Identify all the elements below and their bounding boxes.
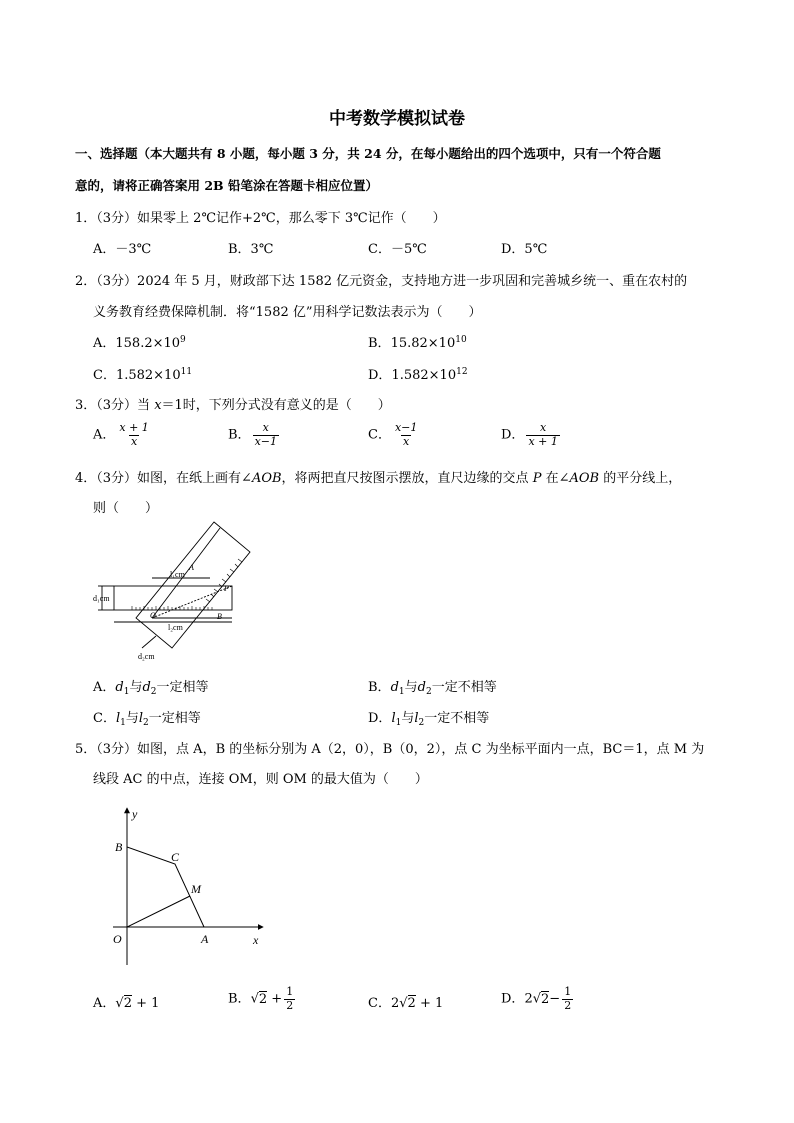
q4-option-b-var2: d bbox=[417, 680, 426, 695]
q3-option-c-label: C． bbox=[368, 427, 391, 443]
q3-option-a-den: x bbox=[130, 434, 138, 448]
q5-option-a-radicand: 2 bbox=[123, 996, 132, 1011]
q3-option-c-num: x−1 bbox=[394, 421, 418, 434]
q4-option-a[interactable] bbox=[93, 676, 209, 695]
q4-text-e: 在∠ bbox=[541, 471, 570, 486]
q4-option-c[interactable] bbox=[93, 707, 201, 726]
q3-option-a-fraction bbox=[117, 422, 150, 448]
q1-option-c[interactable]: C．－5℃ bbox=[368, 242, 427, 257]
q4-option-a-label: A． bbox=[93, 680, 116, 695]
q4-option-a-mid: 与 bbox=[129, 680, 143, 695]
q4-option-d[interactable] bbox=[368, 707, 489, 726]
label-p: P bbox=[224, 584, 229, 593]
q5-option-b-radicand: 2 bbox=[258, 991, 268, 1007]
q3-option-a[interactable] bbox=[93, 422, 153, 448]
q3-option-c[interactable] bbox=[368, 422, 421, 448]
q5-option-b-num: 1 bbox=[286, 985, 294, 998]
q4-option-a-sub2: 2 bbox=[150, 687, 157, 697]
question-2-line2: 义务教育经费保障机制．将“1582 亿”用科学记数法表示为（ ） bbox=[93, 305, 482, 320]
q2-option-a-exp: 9 bbox=[180, 335, 186, 345]
q5-option-b-label: B． bbox=[228, 991, 251, 1007]
question-4-line2: 则（ ） bbox=[93, 501, 159, 516]
q5-option-d-label: D． bbox=[501, 991, 525, 1007]
q5-option-a-tail: 1 bbox=[151, 996, 160, 1011]
q4-text-angle: AOB bbox=[251, 471, 282, 486]
q4-option-b-tail: 一定不相等 bbox=[431, 680, 497, 695]
question-5-line2: 线段 AC 的中点，连接 OM，则 OM 的最大值为（ ） bbox=[93, 772, 428, 787]
q4-option-a-sub1: 1 bbox=[123, 687, 130, 697]
q4-option-b[interactable] bbox=[368, 676, 497, 695]
q2-option-b[interactable] bbox=[368, 332, 467, 351]
label-b: B bbox=[115, 840, 123, 854]
q3-option-c-fraction bbox=[393, 422, 419, 448]
label-m: M bbox=[191, 882, 201, 896]
q2-option-a-mantissa: 158.2×10 bbox=[115, 336, 181, 351]
q4-option-d-var2: l bbox=[414, 711, 419, 726]
q2-option-b-label: B． bbox=[368, 336, 391, 351]
section-heading-line2: 意的，请将正确答案用 2B 铅笔涂在答题卡相应位置） bbox=[75, 178, 378, 193]
q4-option-a-var2: d bbox=[142, 680, 151, 695]
q5-option-b-den: 2 bbox=[286, 998, 294, 1012]
q3-suffix: ＝1时，下列分式没有意义的是（ ） bbox=[161, 398, 391, 413]
q4-text-g: 的平分线上， bbox=[599, 471, 682, 486]
q4-option-c-var1: l bbox=[115, 711, 121, 726]
q5-option-a[interactable] bbox=[93, 992, 159, 1011]
q3-option-d[interactable] bbox=[501, 422, 562, 448]
q5-option-d-coef: 2 bbox=[524, 991, 533, 1007]
q5-option-c-op: + bbox=[419, 996, 431, 1011]
question-3-text bbox=[75, 394, 391, 413]
q4-option-b-mid: 与 bbox=[404, 680, 418, 695]
label-a: A bbox=[189, 563, 194, 572]
label-c: C bbox=[171, 850, 180, 864]
q3-var: x bbox=[154, 398, 162, 413]
q4-option-b-var1: d bbox=[390, 680, 399, 695]
q5-option-d-radicand: 2 bbox=[541, 991, 550, 1007]
q4-option-c-tail: 一定相等 bbox=[148, 711, 201, 726]
q5-option-c-label: C． bbox=[368, 996, 391, 1011]
q5-option-c-coef: 2 bbox=[390, 996, 400, 1011]
label-o: O bbox=[113, 932, 122, 946]
q4-option-d-mid: 与 bbox=[401, 711, 415, 726]
sqrt-icon: √ bbox=[532, 991, 542, 1007]
page-title: 中考数学模拟试卷 bbox=[329, 109, 465, 129]
sqrt-icon: √ bbox=[399, 996, 408, 1011]
q2-option-b-mantissa: 15.82×10 bbox=[390, 336, 456, 351]
q4-option-d-label: D． bbox=[368, 711, 392, 726]
q5-option-b-fraction bbox=[284, 986, 295, 1012]
segment-om bbox=[127, 896, 190, 927]
diagonal-ruler bbox=[136, 522, 250, 648]
q4-option-d-tail: 一定不相等 bbox=[424, 711, 490, 726]
q5-option-a-op: + bbox=[136, 996, 148, 1011]
q4-option-d-var1: l bbox=[391, 711, 396, 726]
q1-option-b[interactable]: B．3℃ bbox=[228, 242, 274, 257]
q2-option-d-mantissa: 1.582×10 bbox=[391, 368, 457, 383]
q5-coordinate-figure bbox=[108, 800, 268, 970]
q5-option-d-num: 1 bbox=[564, 985, 572, 998]
q1-option-d[interactable]: D．5℃ bbox=[501, 242, 548, 257]
q2-option-c-label: C． bbox=[93, 368, 116, 383]
question-1-text: 1．（3分）如果零上 2℃记作+2℃，那么零下 3℃记作（ ） bbox=[75, 211, 446, 226]
label-d1: d₁cm bbox=[93, 594, 110, 603]
q3-option-b-label: B． bbox=[228, 427, 251, 443]
question-2-line1: 2．（3分）2024 年 5 月，财政部下达 1582 亿元资金，支持地方进一步巩固和完善城乡统一、重在农村的 bbox=[75, 274, 688, 289]
q4-text-angle2: AOB bbox=[569, 471, 600, 486]
q4-option-d-sub2: 2 bbox=[418, 718, 425, 728]
q5-option-c[interactable] bbox=[368, 992, 443, 1011]
q4-option-a-tail: 一定相等 bbox=[156, 680, 209, 695]
label-l1: l₁cm bbox=[170, 570, 185, 579]
q5-option-d[interactable] bbox=[501, 986, 575, 1012]
question-4-line1 bbox=[75, 467, 681, 486]
question-5-line1: 5．（3分）如图，点 A，B 的坐标分别为 A（2，0），B（0，2），点 C 为坐标平面内一点，BC＝1，点 M 为 bbox=[75, 742, 705, 757]
label-b: B bbox=[217, 612, 222, 621]
q5-option-d-den: 2 bbox=[564, 998, 572, 1012]
q5-option-b-op: + bbox=[271, 991, 283, 1007]
q1-option-a[interactable]: A．－3℃ bbox=[93, 242, 152, 257]
q4-option-c-label: C． bbox=[93, 711, 116, 726]
q3-option-b[interactable] bbox=[228, 422, 281, 448]
q3-option-b-num: x bbox=[262, 421, 269, 434]
q2-option-a[interactable] bbox=[93, 332, 186, 351]
q2-option-b-exp: 10 bbox=[455, 335, 467, 345]
q4-ruler-figure bbox=[92, 518, 262, 663]
q4-option-c-var2: l bbox=[138, 711, 144, 726]
q2-option-d-exp: 12 bbox=[456, 367, 468, 377]
q4-option-b-sub1: 1 bbox=[398, 687, 405, 697]
q5-option-d-op: − bbox=[549, 991, 561, 1007]
q3-prefix: 3．（3分）当 bbox=[75, 398, 155, 413]
label-x: x bbox=[253, 933, 259, 947]
q2-option-c[interactable] bbox=[93, 364, 192, 383]
q4-option-c-mid: 与 bbox=[125, 711, 139, 726]
section-heading-line1: 一、选择题（本大题共有 8 小题，每小题 3 分，共 24 分，在每小题给出的四个选项中，只有一个符合题 bbox=[75, 146, 661, 161]
label-d2: d₂cm bbox=[138, 652, 155, 661]
q4-text-p: P bbox=[532, 471, 542, 486]
q2-option-d[interactable] bbox=[368, 364, 468, 383]
q3-option-d-fraction bbox=[526, 422, 559, 448]
q5-option-c-radicand: 2 bbox=[407, 996, 416, 1011]
q5-option-a-label: A． bbox=[93, 996, 116, 1011]
q4-option-c-sub1: 1 bbox=[120, 718, 126, 728]
q3-option-d-label: D． bbox=[501, 427, 525, 443]
q3-option-c-den: x bbox=[403, 434, 410, 448]
q3-option-d-den: x + 1 bbox=[528, 434, 558, 448]
q4-option-b-label: B． bbox=[368, 680, 391, 695]
sqrt-icon: √ bbox=[115, 996, 124, 1011]
q2-option-c-mantissa: 1.582×10 bbox=[115, 368, 181, 383]
q2-option-d-label: D． bbox=[368, 368, 392, 383]
q3-option-b-fraction bbox=[253, 422, 279, 448]
label-o: O bbox=[150, 611, 156, 620]
q4-option-c-sub2: 2 bbox=[143, 718, 149, 728]
q4-option-a-var1: d bbox=[115, 680, 124, 695]
q5-option-c-tail: 1 bbox=[435, 996, 444, 1011]
sqrt-icon: √ bbox=[250, 991, 259, 1007]
q3-option-d-num: x bbox=[540, 421, 547, 434]
q2-option-a-label: A． bbox=[93, 336, 116, 351]
q2-option-c-exp: 11 bbox=[180, 367, 193, 377]
q3-option-a-label: A． bbox=[93, 427, 116, 443]
q5-option-b[interactable] bbox=[228, 986, 297, 1012]
q4-option-b-sub2: 2 bbox=[425, 687, 432, 697]
label-y: y bbox=[132, 807, 138, 821]
q3-option-b-den: x−1 bbox=[254, 434, 277, 448]
q3-option-a-num: x + 1 bbox=[119, 421, 149, 434]
q5-option-d-fraction bbox=[562, 986, 573, 1012]
q4-text-a: 4．（3分）如图，在纸上画有∠ bbox=[75, 471, 252, 486]
q4-text-c: ，将两把直尺按图示摆放，直尺边缘的交点 bbox=[281, 471, 533, 486]
label-a: A bbox=[201, 932, 209, 946]
label-l2: l₂cm bbox=[168, 623, 183, 632]
q4-option-d-sub1: 1 bbox=[395, 718, 402, 728]
